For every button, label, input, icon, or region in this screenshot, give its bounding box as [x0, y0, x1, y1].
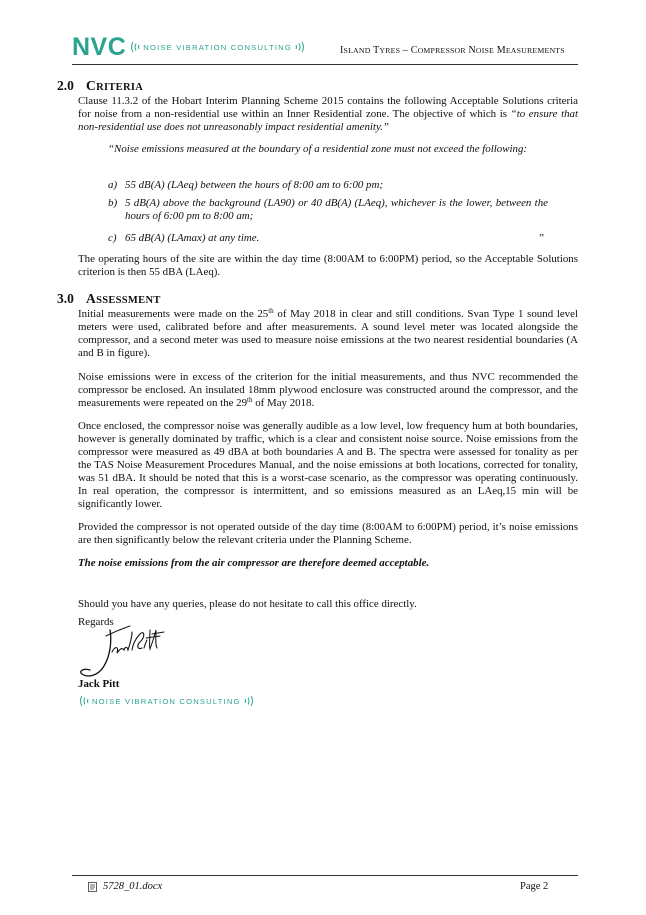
- closing-quote-mark: ”: [538, 232, 545, 244]
- section-heading-criteria: [86, 78, 143, 94]
- heading-cap: A: [86, 291, 97, 306]
- section-number: 3.0: [57, 291, 74, 306]
- criteria-item-label: c): [108, 232, 117, 244]
- header-title-rest: SLAND: [343, 46, 371, 55]
- regards: Regards: [78, 616, 114, 628]
- header-title-rest: EASUREMENTS: [505, 46, 565, 55]
- header-title-cap: N: [468, 45, 476, 56]
- header-title-cap: T: [373, 45, 380, 56]
- sound-wave-right-icon: [241, 694, 255, 708]
- criteria-item: [108, 197, 548, 223]
- handwritten-signature: [70, 616, 170, 686]
- criteria-conclusion: The operating hours of the site are within the day time (8:00AM to 6:00PM) period, so the Acceptable Solutions criterion is then 55 dBA (LAeq).: [78, 253, 578, 278]
- footer-divider: [72, 875, 578, 876]
- text: Noise emissions were in excess of the criterion for the initial measurements, and thus NVC recommended the compressor be enclosed. An insulated 18mm plywood enclosure was constructed around the compressor, and the measurements were repeated on the 29: [78, 371, 578, 409]
- page-number: Page 2: [520, 881, 549, 892]
- logo-tagline-group: [129, 40, 306, 54]
- ordinal-suffix: th: [268, 307, 274, 315]
- criteria-item-text: 65 dB(A) (LAmax) at any time.: [125, 232, 260, 244]
- header-title-cap: M: [496, 45, 506, 56]
- header-title-rest: YRES: [379, 46, 401, 55]
- header-title-rest: OISE: [475, 46, 495, 55]
- logo-tagline: NOISE VIBRATION CONSULTING: [143, 42, 292, 52]
- footer-filename-group: [88, 881, 162, 892]
- header-divider: [72, 64, 578, 65]
- signer-name: Jack Pitt: [78, 678, 120, 690]
- criteria-item-text: 55 dB(A) (LAeq) between the hours of 8:00 am to 6:00 pm;: [125, 179, 383, 191]
- heading-rest: SSESSMENT: [96, 295, 161, 306]
- signer-company: NOISE VIBRATION CONSULTING: [92, 696, 241, 706]
- text: Initial measurements were made on the 25: [78, 308, 269, 320]
- assessment-paragraph-3: Once enclosed, the compressor noise was generally audible as a low level, low frequency hum at both boundaries, however is generally dominated by traffic, which is a clear and consistent noise source. Noise emissions from the compressor were measured as 49 dBA at both boundaries A and B. The spectra were assessed for tonality as per the TAS Noise Measurement Procedures Manual, and the noise emissions at both locations, corrected for tonality, was 51 dBA. It should be noted that this is a worst-case scenario, as the compressor was operating continuously. In real operation, the compressor is intermittent, and so emissions measured as an LAeq,15 min will be significantly lower.: [78, 420, 578, 510]
- text: of May 2018 in clear and still conditions. Svan Type 1 sound level meters were used, calibrated before and after measurements. A sound level meter was located alongside the compressor, and a second meter was used to measure noise emissions at the two nearest residential boundaries (A and B in figure).: [78, 308, 578, 359]
- assessment-paragraph-1: [78, 308, 578, 360]
- objective-quote: “to ensure that non-residential use does not unreasonably impact residential amenity.”: [78, 108, 579, 133]
- header-title-separator: –: [400, 45, 411, 56]
- section-number: 2.0: [57, 78, 74, 93]
- assessment-conclusion: The noise emissions from the air compressor are therefore deemed acceptable.: [78, 557, 430, 569]
- assessment-paragraph-4: Provided the compressor is not operated outside of the day time (8:00AM to 6:00PM) period, it’s noise emissions are then significantly below the relevant criteria under the Planning Scheme.: [78, 521, 578, 546]
- criteria-intro-paragraph: [78, 95, 578, 134]
- criteria-item-text: 5 dB(A) above the background (LA90) or 40 dB(A) (LAeq), whichever is the lower, between the hours of 6:00 pm to 8:00 am;: [125, 197, 548, 222]
- section-heading-assessment: [86, 291, 161, 307]
- ordinal-suffix: th: [247, 396, 253, 404]
- sound-wave-left-icon: [129, 40, 143, 54]
- header-title-cap: I: [340, 45, 344, 56]
- header-title: [340, 45, 565, 56]
- criteria-item: [108, 179, 548, 192]
- logo-text: NVC: [72, 33, 127, 61]
- company-logo: [72, 34, 306, 60]
- header-title-rest: OMPRESSOR: [417, 46, 466, 55]
- sound-wave-right-icon: [292, 40, 306, 54]
- signer-company-logo: [78, 694, 255, 708]
- criteria-intro-text: Clause 11.3.2 of the Hobart Interim Planning Scheme 2015 contains the following Acceptable Solutions criteria for noise from a non-residential use within an Inner Residential zone. The objective of which is: [78, 95, 578, 120]
- assessment-paragraph-2: [78, 371, 578, 410]
- header-title-cap: C: [410, 45, 418, 56]
- queries-sentence: Should you have any queries, please do not hesitate to call this office directly.: [78, 598, 417, 610]
- heading-cap: C: [86, 78, 97, 93]
- heading-rest: RITERIA: [96, 82, 144, 93]
- criteria-quote-lead: “Noise emissions measured at the boundary of a residential zone must not exceed the following:: [108, 143, 528, 155]
- criteria-item: [108, 232, 548, 245]
- document-icon: [88, 882, 97, 892]
- criteria-item-label: a): [108, 179, 118, 191]
- criteria-item-label: b): [108, 197, 118, 209]
- sound-wave-left-icon: [78, 694, 92, 708]
- text: of May 2018.: [252, 397, 315, 409]
- footer-filename: 5728_01.docx: [103, 881, 163, 892]
